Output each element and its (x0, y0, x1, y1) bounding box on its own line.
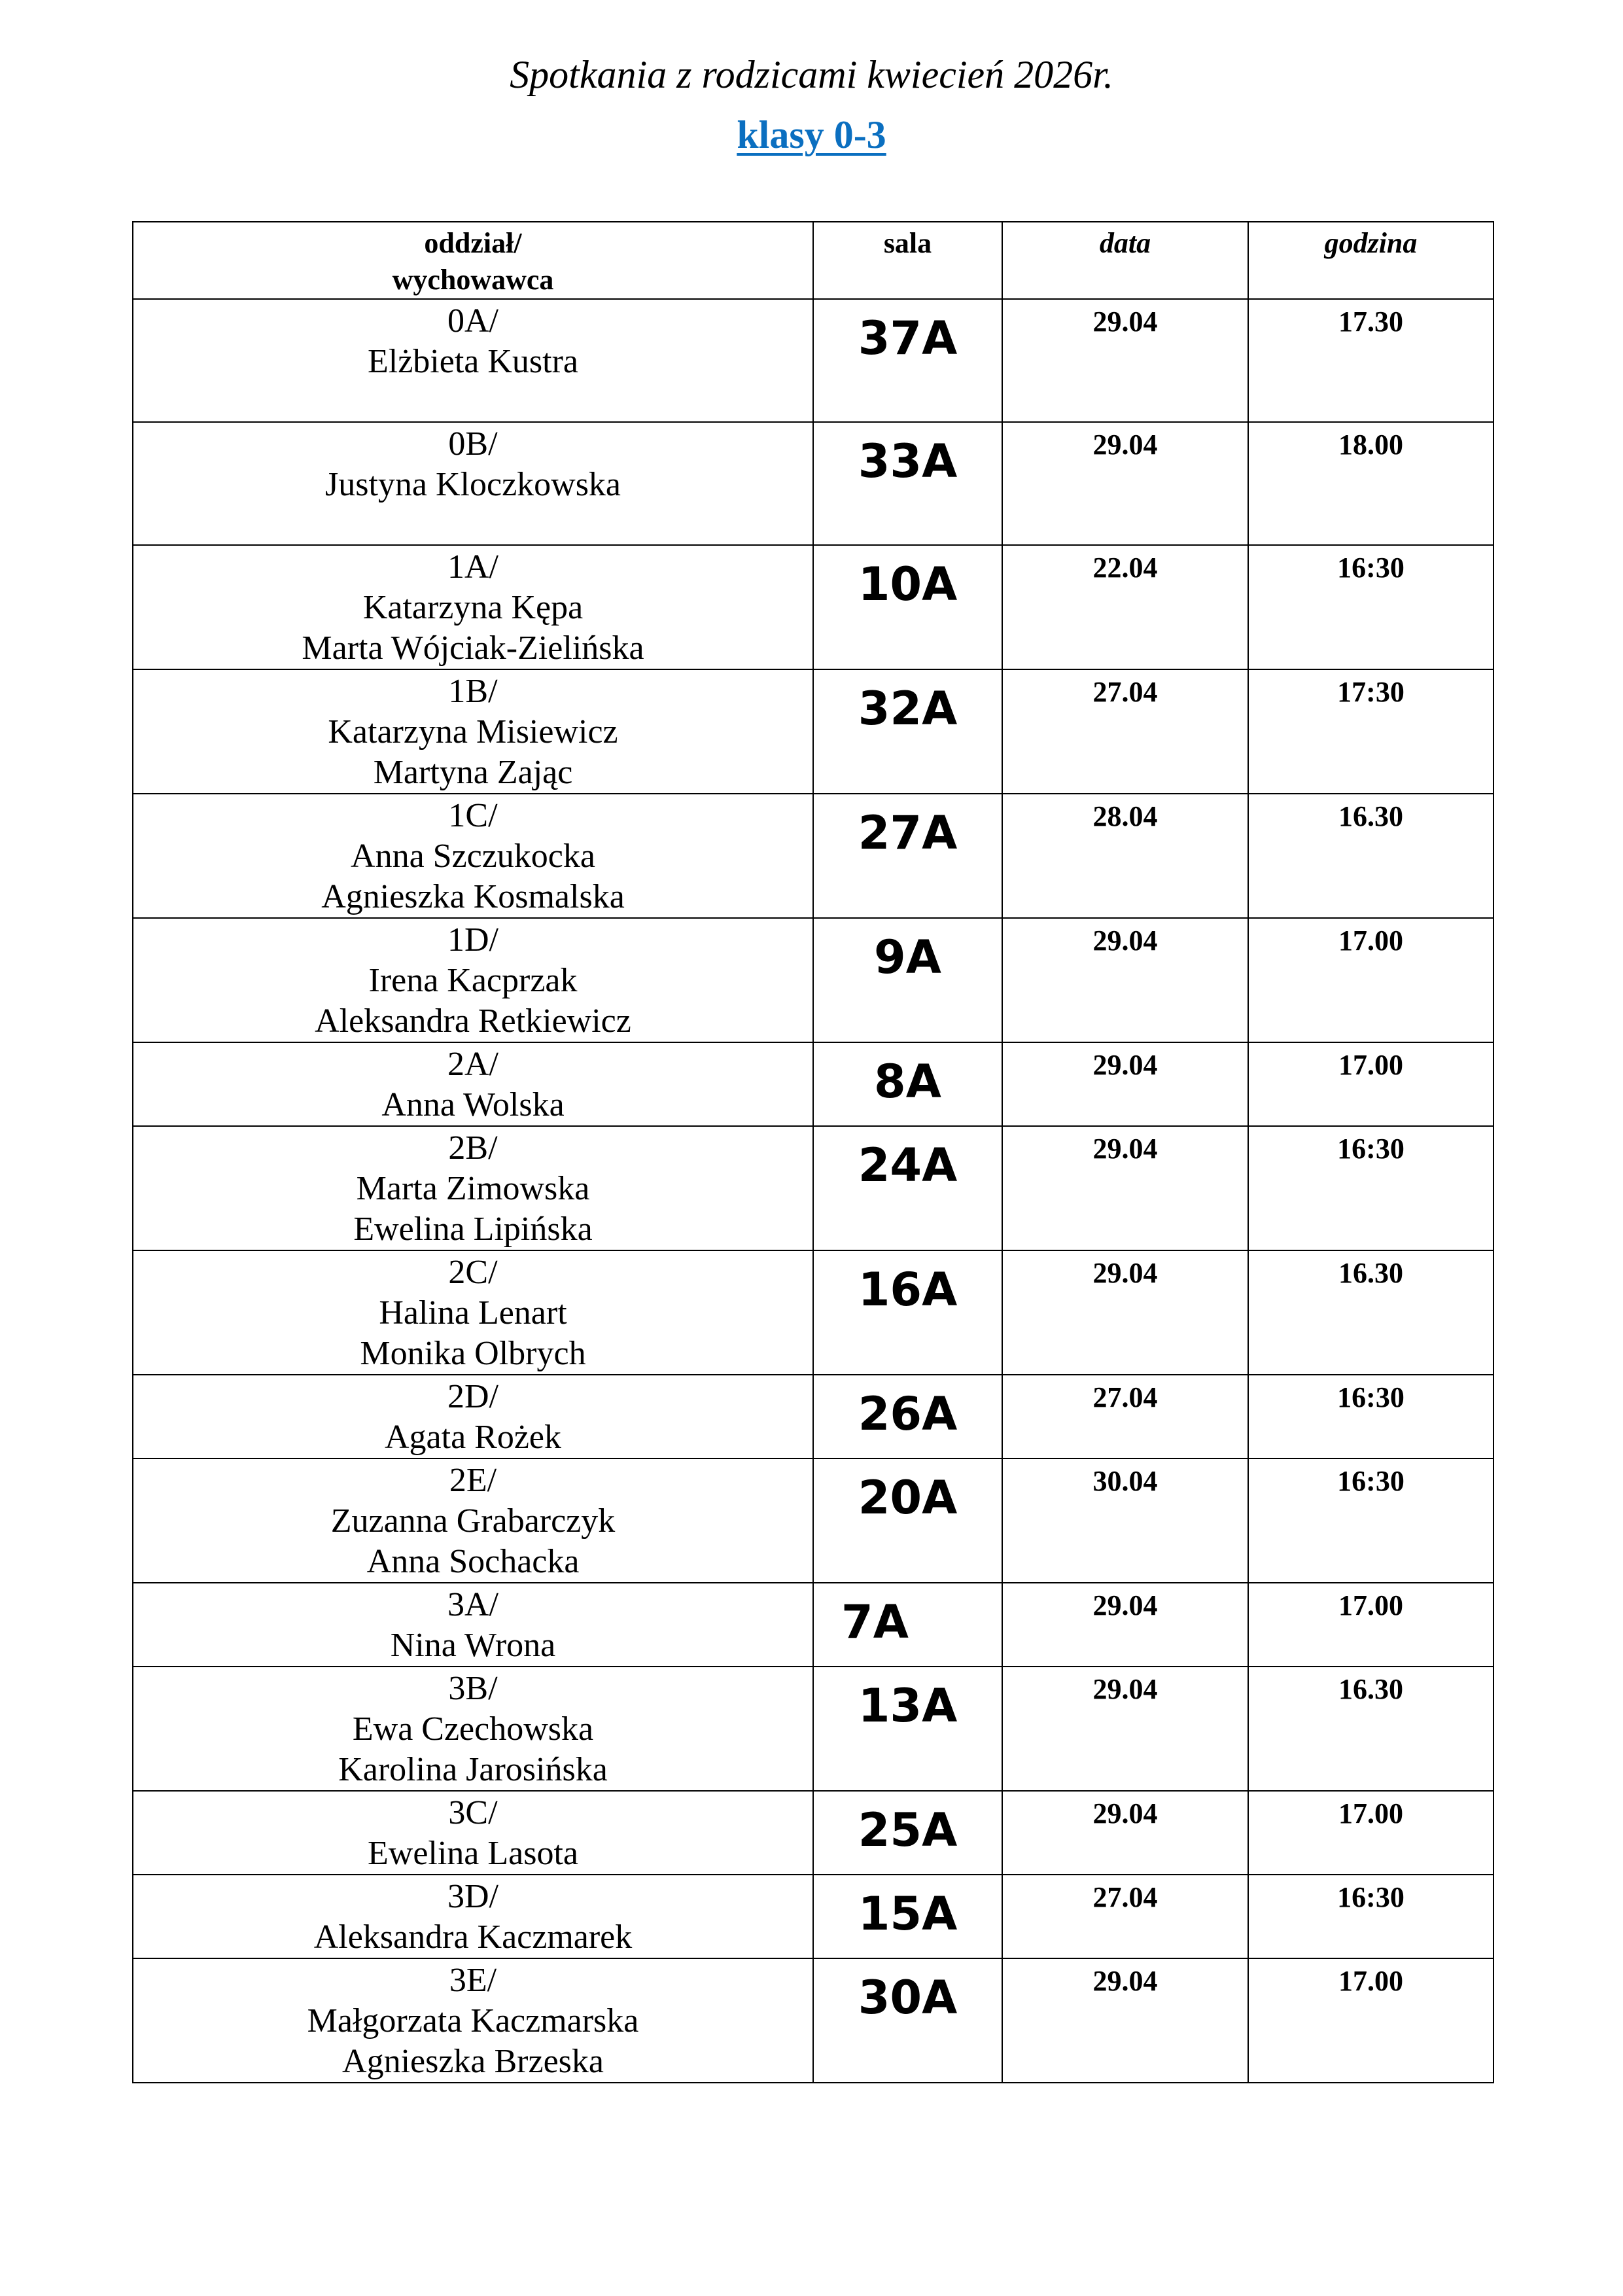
table-row (133, 299, 1493, 422)
teacher-name: Anna Sochacka (366, 1543, 580, 1580)
teacher-name: Halina Lenart (379, 1294, 567, 1332)
teacher-name: Katarzyna Kępa (362, 589, 584, 626)
teacher-name: Ewelina Lipińska (353, 1210, 593, 1248)
cell-sala: 37A (813, 299, 1002, 422)
cell-data: 29.04 (1002, 1126, 1248, 1250)
table-row (133, 1667, 1493, 1791)
cell-godzina: 16.30 (1248, 1250, 1493, 1375)
teacher-name: Ewa Czechowska (352, 1710, 594, 1748)
cell-sala: 16A (813, 1250, 1002, 1375)
class-label: 2C/ (448, 1254, 498, 1291)
teacher-name: Aleksandra Kaczmarek (313, 1918, 633, 1956)
class-label: 3A/ (447, 1586, 498, 1623)
cell-oddzial-wychowawca (133, 1042, 813, 1126)
cell-sala: 32A (813, 669, 1002, 794)
teacher-name: Anna Wolska (381, 1086, 565, 1123)
class-label: 0A/ (447, 302, 498, 340)
table-row (133, 1042, 1493, 1126)
cell-sala: 25A (813, 1791, 1002, 1875)
cell-data: 30.04 (1002, 1458, 1248, 1583)
teacher-name: Anna Szczukocka (351, 838, 595, 875)
class-label: 0B/ (448, 425, 498, 463)
cell-godzina: 16.30 (1248, 794, 1493, 918)
cell-godzina: 16.30 (1248, 1667, 1493, 1791)
table-row (133, 1791, 1493, 1875)
cell-godzina: 16:30 (1248, 545, 1493, 669)
teacher-name: Marta Wójciak-Zielińska (302, 629, 644, 667)
cell-oddzial-wychowawca (133, 1583, 813, 1667)
class-label: 1B/ (448, 673, 498, 710)
table-row (133, 1458, 1493, 1583)
cell-data: 29.04 (1002, 1042, 1248, 1126)
cell-godzina: 16:30 (1248, 1875, 1493, 1958)
cell-sala: 10A (813, 545, 1002, 669)
subtitle-link[interactable]: klasy 0-3 (737, 113, 886, 156)
cell-sala: 27A (813, 794, 1002, 918)
teacher-name: Nina Wrona (390, 1627, 556, 1664)
class-label: 2D/ (447, 1378, 498, 1415)
cell-data: 29.04 (1002, 1791, 1248, 1875)
cell-godzina: 17.00 (1248, 918, 1493, 1042)
table-body (133, 299, 1493, 2083)
table-row (133, 545, 1493, 669)
cell-data: 29.04 (1002, 1667, 1248, 1791)
cell-oddzial-wychowawca (133, 1958, 813, 2083)
cell-sala: 20A (813, 1458, 1002, 1583)
teacher-name: Agata Rożek (384, 1419, 561, 1456)
header-oddzial-line1: oddział/ (424, 227, 522, 259)
cell-godzina: 17:30 (1248, 669, 1493, 794)
table-row (133, 918, 1493, 1042)
cell-sala: 33A (813, 422, 1002, 545)
teacher-name: Zuzanna Grabarczyk (330, 1502, 616, 1540)
header-oddzial-line2: wychowawca (392, 264, 554, 296)
cell-data: 28.04 (1002, 794, 1248, 918)
teacher-name: Ewelina Lasota (368, 1835, 578, 1872)
cell-sala: 8A (813, 1042, 1002, 1126)
class-label: 3B/ (448, 1670, 498, 1707)
class-label: 3D/ (447, 1878, 498, 1915)
cell-godzina: 17.00 (1248, 1042, 1493, 1126)
class-label: 2B/ (448, 1129, 498, 1167)
teacher-name: Marta Zimowska (356, 1170, 590, 1207)
teacher-name: Agnieszka Brzeska (342, 2043, 604, 2080)
page-title: Spotkania z rodzicami kwiecień 2026r. (510, 53, 1113, 96)
cell-sala: 13A (813, 1667, 1002, 1791)
cell-data: 29.04 (1002, 1583, 1248, 1667)
cell-data: 22.04 (1002, 545, 1248, 669)
table-row (133, 1126, 1493, 1250)
cell-oddzial-wychowawca (133, 422, 813, 545)
teacher-name: Irena Kacprzak (368, 962, 578, 999)
teacher-name: Katarzyna Misiewicz (328, 713, 618, 751)
cell-godzina: 18.00 (1248, 422, 1493, 545)
teacher-name: Justyna Kloczkowska (324, 466, 621, 503)
class-label: 1C/ (448, 797, 498, 834)
cell-oddzial-wychowawca (133, 1375, 813, 1458)
teacher-name: Aleksandra Retkiewicz (315, 1002, 631, 1040)
cell-godzina: 17.30 (1248, 299, 1493, 422)
cell-oddzial-wychowawca (133, 669, 813, 794)
cell-godzina: 17.00 (1248, 1791, 1493, 1875)
cell-data: 29.04 (1002, 422, 1248, 545)
table-row (133, 1250, 1493, 1375)
class-label: 2E/ (449, 1462, 497, 1499)
cell-sala: 26A (813, 1375, 1002, 1458)
teacher-name: Martyna Zając (373, 754, 573, 791)
cell-sala: 9A (813, 918, 1002, 1042)
table-row (133, 794, 1493, 918)
cell-oddzial-wychowawca (133, 1126, 813, 1250)
cell-oddzial-wychowawca (133, 1250, 813, 1375)
class-label: 2A/ (447, 1046, 498, 1083)
cell-data: 29.04 (1002, 1250, 1248, 1375)
cell-oddzial-wychowawca (133, 299, 813, 422)
table-row (133, 1958, 1493, 2083)
cell-oddzial-wychowawca (133, 1667, 813, 1791)
cell-oddzial-wychowawca (133, 794, 813, 918)
cell-oddzial-wychowawca (133, 1791, 813, 1875)
teacher-name: Agnieszka Kosmalska (321, 878, 625, 915)
cell-sala: 15A (813, 1875, 1002, 1958)
table-row (133, 1375, 1493, 1458)
class-label: 3E/ (449, 1962, 497, 1999)
cell-oddzial-wychowawca (133, 1458, 813, 1583)
cell-godzina: 17.00 (1248, 1583, 1493, 1667)
schedule-table (132, 221, 1494, 2083)
cell-godzina: 17.00 (1248, 1958, 1493, 2083)
cell-godzina: 16:30 (1248, 1375, 1493, 1458)
cell-oddzial-wychowawca (133, 545, 813, 669)
cell-data: 27.04 (1002, 1375, 1248, 1458)
cell-oddzial-wychowawca (133, 1875, 813, 1958)
cell-godzina: 16:30 (1248, 1126, 1493, 1250)
header-godzina: godzina (1248, 222, 1493, 299)
cell-data: 29.04 (1002, 1958, 1248, 2083)
cell-godzina: 16:30 (1248, 1458, 1493, 1583)
table-row (133, 1875, 1493, 1958)
class-label: 1A/ (447, 548, 498, 586)
class-label: 3C/ (448, 1794, 498, 1831)
teacher-name: Elżbieta Kustra (368, 343, 578, 380)
table-header-row (133, 222, 1493, 299)
class-label: 1D/ (447, 921, 498, 959)
cell-sala: 24A (813, 1126, 1002, 1250)
header-oddzial (133, 222, 813, 299)
header-data: data (1002, 222, 1248, 299)
table-row (133, 422, 1493, 545)
cell-oddzial-wychowawca (133, 918, 813, 1042)
table-row (133, 1583, 1493, 1667)
cell-sala: 7A (813, 1583, 1002, 1667)
cell-data: 29.04 (1002, 918, 1248, 1042)
cell-data: 27.04 (1002, 1875, 1248, 1958)
teacher-name: Małgorzata Kaczmarska (307, 2002, 639, 2040)
teacher-name: Monika Olbrych (360, 1335, 586, 1372)
teacher-name: Karolina Jarosińska (338, 1751, 608, 1788)
header-sala: sala (813, 222, 1002, 299)
table-row (133, 669, 1493, 794)
cell-data: 27.04 (1002, 669, 1248, 794)
cell-data: 29.04 (1002, 299, 1248, 422)
page-subtitle (0, 111, 1623, 158)
cell-sala: 30A (813, 1958, 1002, 2083)
